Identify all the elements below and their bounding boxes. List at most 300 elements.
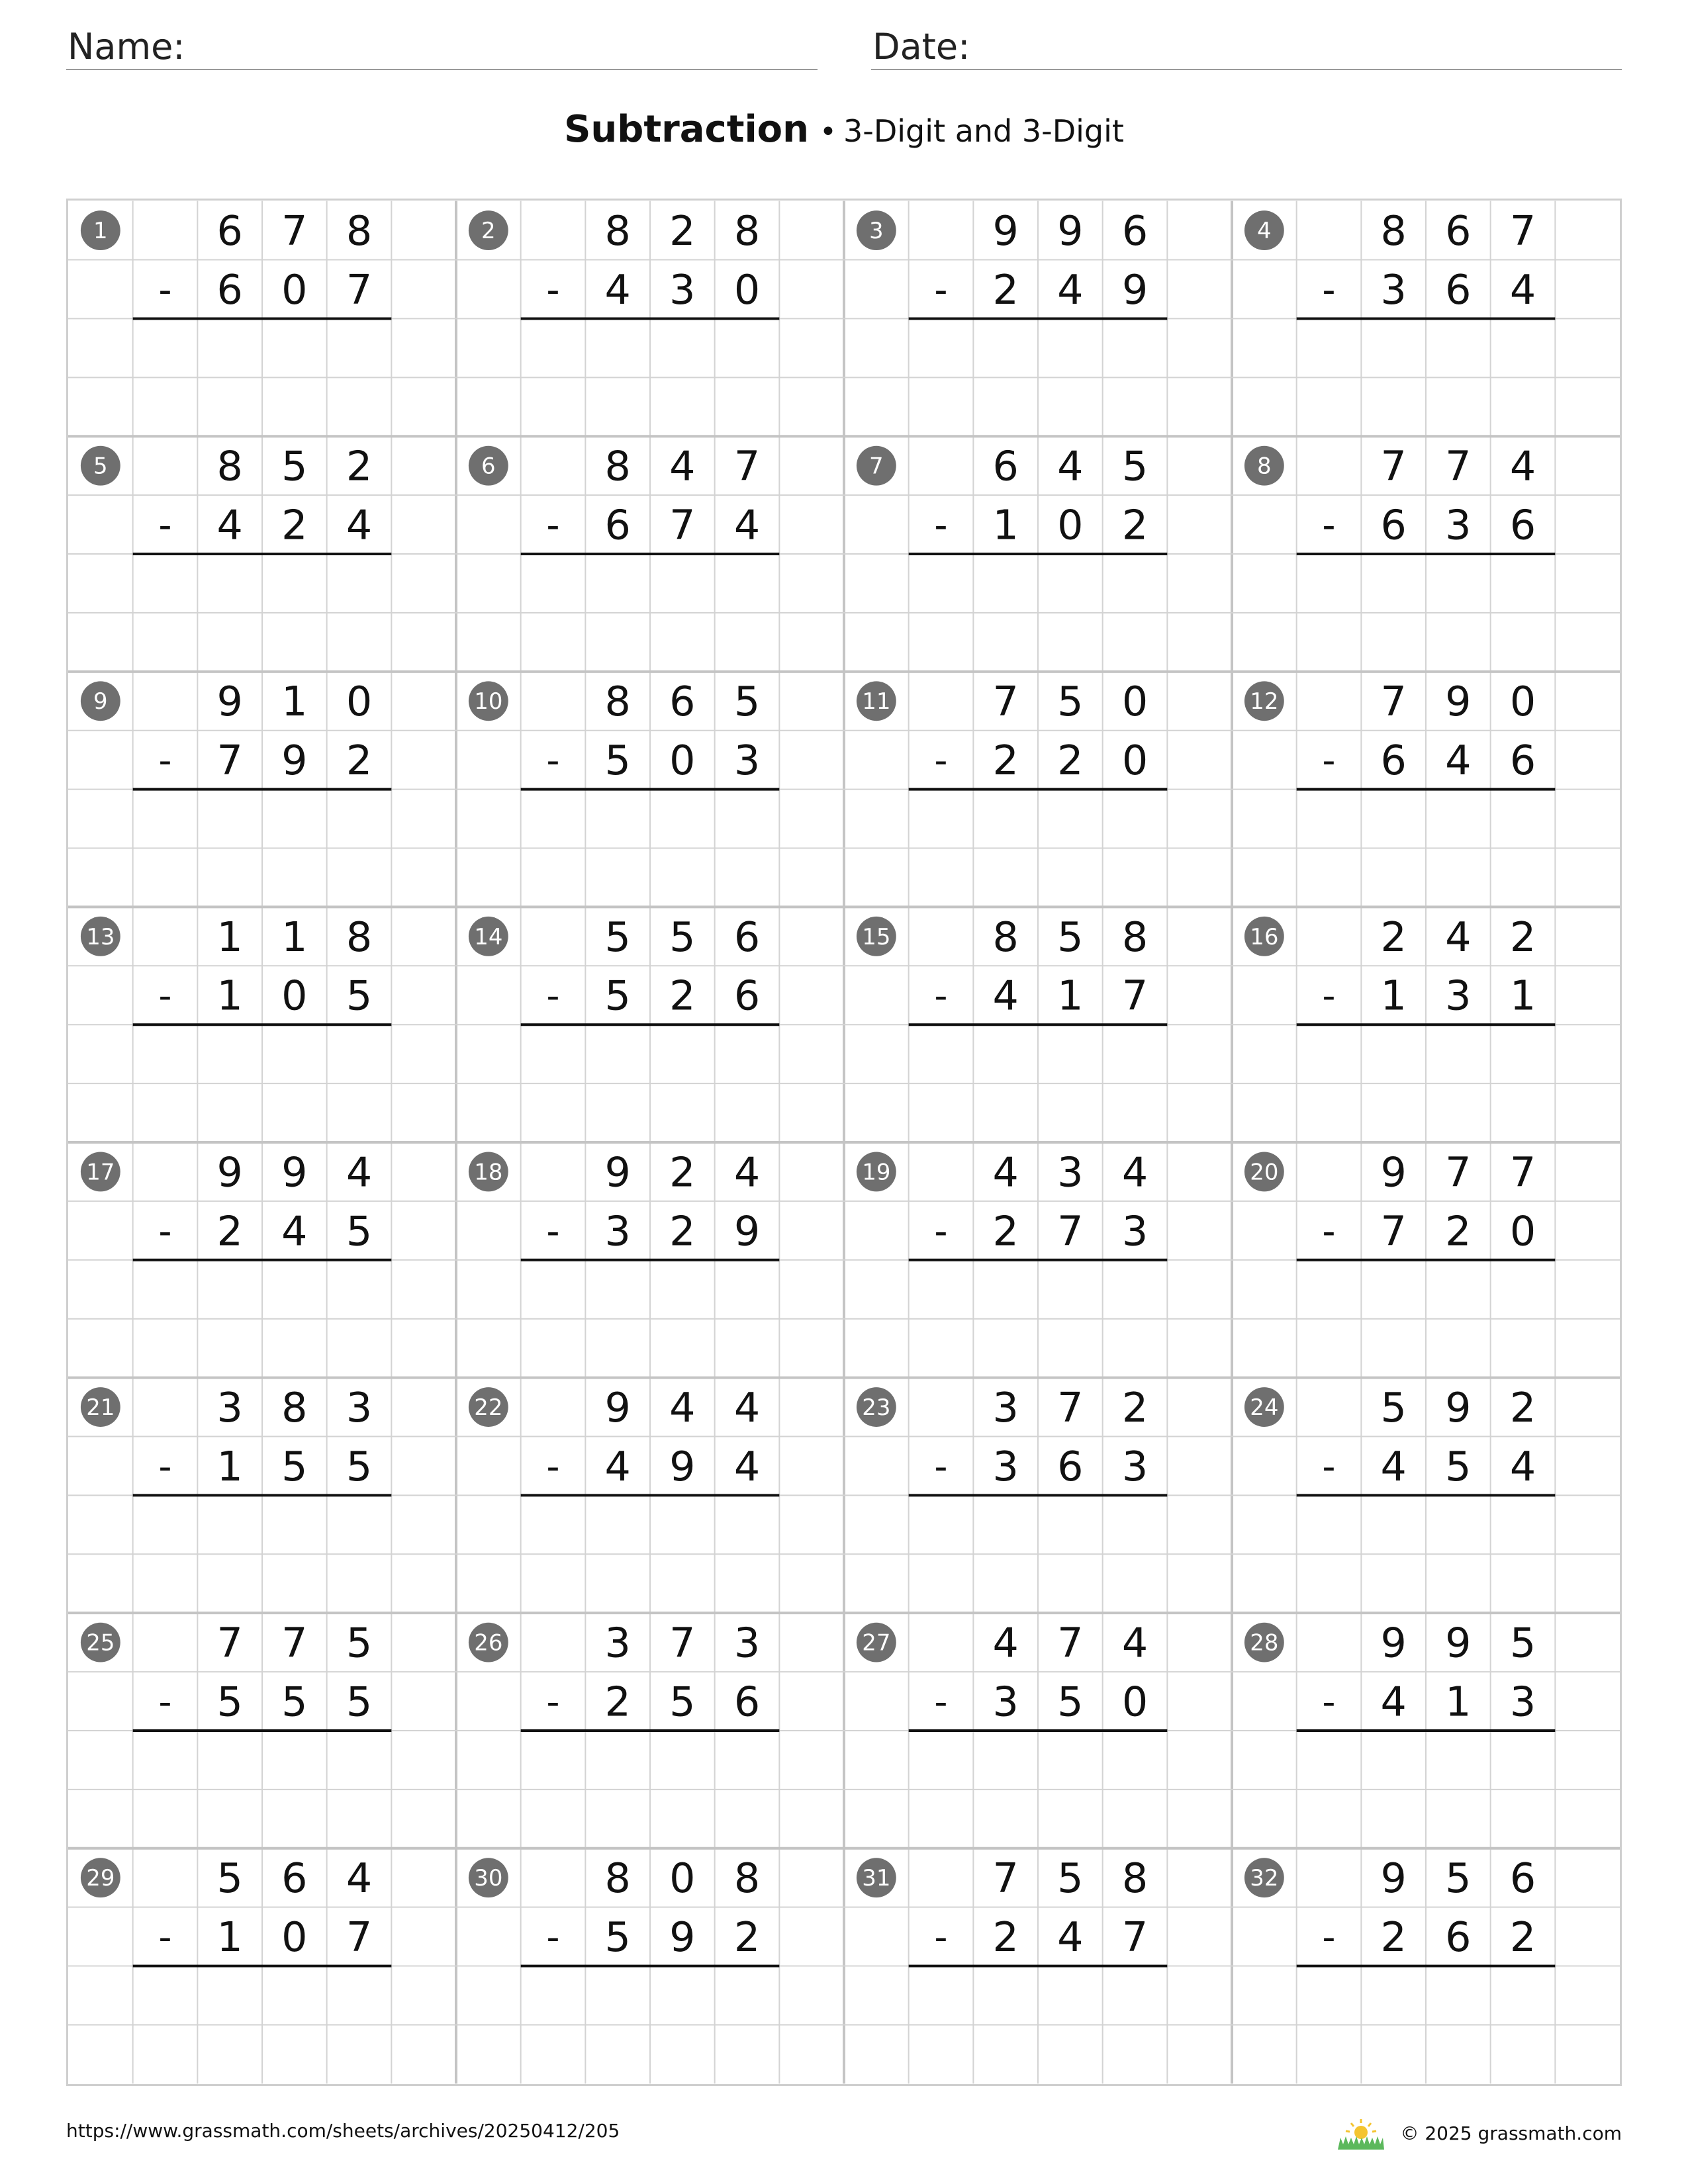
top-digit: 7 <box>992 678 1019 726</box>
minus-sign: - <box>546 739 560 783</box>
bottom-digit: 6 <box>1380 737 1407 785</box>
bottom-digit: 6 <box>1057 1442 1084 1490</box>
bottom-digit: 3 <box>1445 501 1472 549</box>
problem <box>857 1619 1167 1731</box>
bottom-digit: 1 <box>992 501 1019 549</box>
bottom-digit: 1 <box>216 1913 243 1962</box>
bottom-digit: 0 <box>669 737 696 785</box>
top-digit: 5 <box>604 913 631 961</box>
problem-number: 12 <box>1250 688 1279 715</box>
bottom-digit: 6 <box>733 1678 761 1726</box>
problem-number: 18 <box>474 1159 503 1185</box>
top-digit: 3 <box>992 1383 1019 1432</box>
bottom-digit: 1 <box>1445 1678 1472 1726</box>
problem-number: 26 <box>474 1629 503 1656</box>
top-digit: 3 <box>604 1619 631 1667</box>
top-digit: 5 <box>1445 1854 1472 1903</box>
footer-copyright: © 2025 grassmath.com <box>1400 2122 1622 2144</box>
worksheet-title <box>0 106 1688 162</box>
minus-sign: - <box>546 268 560 312</box>
bottom-digit: 6 <box>1509 501 1536 549</box>
bottom-digit: 2 <box>604 1678 631 1726</box>
bottom-digit: 7 <box>1121 972 1149 1020</box>
problem <box>81 207 391 318</box>
title-separator: • <box>820 115 837 149</box>
bottom-digit: 3 <box>669 265 696 314</box>
title-subtitle: 3-Digit and 3-Digit <box>843 113 1124 149</box>
top-digit: 4 <box>669 1383 696 1432</box>
minus-sign: - <box>934 1916 948 1960</box>
minus-sign: - <box>158 1445 172 1488</box>
problem-number: 29 <box>86 1865 115 1891</box>
minus-sign: - <box>158 739 172 783</box>
top-digit: 7 <box>733 442 761 490</box>
bottom-digit: 7 <box>346 265 373 314</box>
top-digit: 0 <box>669 1854 696 1903</box>
bottom-digit: 5 <box>604 1913 631 1962</box>
problem-number: 27 <box>862 1629 891 1656</box>
bottom-digit: 5 <box>1057 1678 1084 1726</box>
top-digit: 3 <box>216 1383 243 1432</box>
bottom-digit: 0 <box>1509 1207 1536 1255</box>
minus-sign: - <box>158 974 172 1018</box>
problem <box>81 1619 391 1731</box>
top-digit: 4 <box>669 442 696 490</box>
minus-sign: - <box>934 739 948 783</box>
problems <box>81 207 1555 1966</box>
top-digit: 1 <box>281 678 308 726</box>
bottom-digit: 4 <box>216 501 243 549</box>
bottom-digit: 5 <box>281 1678 308 1726</box>
bottom-digit: 6 <box>604 501 631 549</box>
top-digit: 4 <box>1121 1148 1149 1197</box>
bottom-digit: 9 <box>669 1442 696 1490</box>
top-digit: 7 <box>1057 1383 1084 1432</box>
problem-number: 7 <box>869 453 884 479</box>
problem <box>1244 1619 1555 1731</box>
top-digit: 2 <box>346 442 373 490</box>
bottom-digit: 2 <box>992 737 1019 785</box>
bottom-digit: 2 <box>346 737 373 785</box>
bottom-digit: 3 <box>733 737 761 785</box>
problem-number: 21 <box>86 1394 115 1421</box>
problem <box>1244 207 1555 318</box>
top-digit: 7 <box>669 1619 696 1667</box>
top-digit: 8 <box>1380 207 1407 255</box>
top-digit: 3 <box>346 1383 373 1432</box>
minus-sign: - <box>158 268 172 312</box>
problem-number: 25 <box>86 1629 115 1656</box>
bottom-digit: 0 <box>1121 1678 1149 1726</box>
problem <box>469 1619 779 1731</box>
top-digit: 8 <box>604 1854 631 1903</box>
top-digit: 4 <box>992 1619 1019 1667</box>
bottom-digit: 5 <box>346 972 373 1020</box>
problem-number: 20 <box>1250 1159 1279 1185</box>
problem <box>469 207 779 318</box>
top-digit: 9 <box>281 1148 308 1197</box>
problem <box>81 678 391 789</box>
problem <box>81 1854 391 1966</box>
top-digit: 7 <box>281 1619 308 1667</box>
bottom-digit: 4 <box>1445 737 1472 785</box>
bottom-digit: 7 <box>346 1913 373 1962</box>
problem <box>857 678 1167 789</box>
bottom-digit: 1 <box>1380 972 1407 1020</box>
bottom-digit: 0 <box>281 1913 308 1962</box>
top-digit: 7 <box>1509 1148 1536 1197</box>
bottom-digit: 5 <box>346 1442 373 1490</box>
top-digit: 5 <box>1057 678 1084 726</box>
bottom-digit: 2 <box>1121 501 1149 549</box>
top-digit: 6 <box>1445 207 1472 255</box>
bottom-digit: 6 <box>1509 737 1536 785</box>
problem <box>469 913 779 1024</box>
top-digit: 8 <box>346 913 373 961</box>
minus-sign: - <box>1322 974 1336 1018</box>
top-digit: 9 <box>1057 207 1084 255</box>
top-digit: 2 <box>669 1148 696 1197</box>
bottom-digit: 5 <box>281 1442 308 1490</box>
top-digit: 8 <box>733 207 761 255</box>
bottom-digit: 7 <box>1380 1207 1407 1255</box>
top-digit: 2 <box>1380 913 1407 961</box>
top-digit: 5 <box>1509 1619 1536 1667</box>
top-digit: 8 <box>281 1383 308 1432</box>
top-digit: 2 <box>1509 913 1536 961</box>
problem-number: 9 <box>93 688 108 715</box>
top-digit: 6 <box>669 678 696 726</box>
problem <box>1244 1854 1555 1966</box>
problem-number: 30 <box>474 1865 503 1891</box>
problem-number: 17 <box>86 1159 115 1185</box>
bottom-digit: 3 <box>1121 1442 1149 1490</box>
bottom-digit: 2 <box>669 972 696 1020</box>
top-digit: 7 <box>1380 678 1407 726</box>
top-digit: 0 <box>1121 678 1149 726</box>
bottom-digit: 6 <box>1380 501 1407 549</box>
bottom-digit: 7 <box>669 501 696 549</box>
problem-number: 24 <box>1250 1394 1279 1421</box>
top-digit: 8 <box>1121 1854 1149 1903</box>
top-digit: 4 <box>1057 442 1084 490</box>
bottom-digit: 1 <box>1057 972 1084 1020</box>
top-digit: 9 <box>1445 1619 1472 1667</box>
worksheet-grid <box>66 199 1622 2086</box>
top-digit: 5 <box>1057 1854 1084 1903</box>
minus-sign: - <box>934 974 948 1018</box>
problem <box>1244 443 1555 554</box>
top-digit: 5 <box>733 678 761 726</box>
problem <box>857 207 1167 318</box>
bottom-digit: 1 <box>216 1442 243 1490</box>
top-digit: 8 <box>346 207 373 255</box>
bottom-digit: 9 <box>281 737 308 785</box>
top-digit: 6 <box>1509 1854 1536 1903</box>
top-digit: 3 <box>733 1619 761 1667</box>
bottom-digit: 2 <box>992 265 1019 314</box>
problem-number: 32 <box>1250 1865 1279 1891</box>
top-digit: 6 <box>1121 207 1149 255</box>
bottom-digit: 0 <box>733 265 761 314</box>
minus-sign: - <box>934 1445 948 1488</box>
bottom-digit: 4 <box>992 972 1019 1020</box>
bottom-digit: 4 <box>733 501 761 549</box>
minus-sign: - <box>546 504 560 547</box>
bottom-digit: 3 <box>1121 1207 1149 1255</box>
bottom-digit: 6 <box>1445 265 1472 314</box>
top-digit: 9 <box>604 1148 631 1197</box>
top-digit: 5 <box>669 913 696 961</box>
minus-sign: - <box>158 1680 172 1724</box>
top-digit: 4 <box>1445 913 1472 961</box>
top-digit: 4 <box>1121 1619 1149 1667</box>
bottom-digit: 4 <box>1057 265 1084 314</box>
top-digit: 8 <box>604 442 631 490</box>
bottom-digit: 2 <box>733 1913 761 1962</box>
bottom-digit: 4 <box>1509 1442 1536 1490</box>
minus-sign: - <box>934 504 948 547</box>
top-digit: 7 <box>1380 442 1407 490</box>
top-digit: 8 <box>604 207 631 255</box>
date-field[interactable] <box>871 25 1622 70</box>
bottom-digit: 0 <box>281 265 308 314</box>
date-label: Date: <box>872 26 970 68</box>
problem-number: 28 <box>1250 1629 1279 1656</box>
bottom-digit: 4 <box>1380 1442 1407 1490</box>
bottom-digit: 2 <box>669 1207 696 1255</box>
name-field[interactable] <box>66 25 818 70</box>
bottom-digit: 2 <box>1057 737 1084 785</box>
problem-number: 4 <box>1257 218 1272 244</box>
bottom-digit: 5 <box>604 972 631 1020</box>
bottom-digit: 6 <box>1445 1913 1472 1962</box>
top-digit: 6 <box>281 1854 308 1903</box>
bottom-digit: 0 <box>1057 501 1084 549</box>
top-digit: 7 <box>1509 207 1536 255</box>
problem-number: 3 <box>869 218 884 244</box>
minus-sign: - <box>546 1916 560 1960</box>
minus-sign: - <box>158 504 172 547</box>
top-digit: 5 <box>1121 442 1149 490</box>
problem-number: 8 <box>1257 453 1272 479</box>
problem-number: 10 <box>474 688 503 715</box>
bottom-digit: 6 <box>733 972 761 1020</box>
minus-sign: - <box>1322 268 1336 312</box>
problem-number: 5 <box>93 453 108 479</box>
footer-url: https://www.grassmath.com/sheets/archives/20250412/205 <box>66 2120 620 2142</box>
bottom-digit: 2 <box>281 501 308 549</box>
bottom-digit: 4 <box>604 1442 631 1490</box>
minus-sign: - <box>934 1210 948 1253</box>
bottom-digit: 1 <box>1509 972 1536 1020</box>
top-digit: 5 <box>1380 1383 1407 1432</box>
problem <box>1244 1148 1555 1259</box>
footer-credit <box>1338 2118 1622 2150</box>
bottom-digit: 2 <box>1509 1913 1536 1962</box>
problem <box>857 1148 1167 1259</box>
problem-number: 16 <box>1250 923 1279 950</box>
grass-sun-logo-icon <box>1338 2118 1384 2150</box>
top-digit: 0 <box>1509 678 1536 726</box>
minus-sign: - <box>1322 1680 1336 1724</box>
problem <box>857 1384 1167 1495</box>
problem-number: 19 <box>862 1159 891 1185</box>
top-digit: 5 <box>216 1854 243 1903</box>
bottom-digit: 5 <box>346 1678 373 1726</box>
top-digit: 8 <box>733 1854 761 1903</box>
top-digit: 7 <box>1445 442 1472 490</box>
top-digit: 5 <box>346 1619 373 1667</box>
bottom-digit: 3 <box>992 1678 1019 1726</box>
problem-number: 15 <box>862 923 891 950</box>
bottom-digit: 6 <box>216 265 243 314</box>
bottom-digit: 2 <box>216 1207 243 1255</box>
problem <box>469 1384 779 1495</box>
bottom-digit: 3 <box>992 1442 1019 1490</box>
top-digit: 9 <box>992 207 1019 255</box>
bottom-digit: 5 <box>604 737 631 785</box>
problem-number: 11 <box>862 688 891 715</box>
bottom-digit: 3 <box>604 1207 631 1255</box>
name-label: Name: <box>68 26 185 68</box>
minus-sign: - <box>546 1680 560 1724</box>
top-digit: 0 <box>346 678 373 726</box>
top-digit: 9 <box>216 678 243 726</box>
bottom-digit: 7 <box>1057 1207 1084 1255</box>
top-digit: 4 <box>733 1148 761 1197</box>
top-digit: 9 <box>1445 1383 1472 1432</box>
top-digit: 2 <box>669 207 696 255</box>
bottom-digit: 4 <box>1057 1913 1084 1962</box>
top-digit: 2 <box>1509 1383 1536 1432</box>
bottom-digit: 0 <box>281 972 308 1020</box>
bottom-digit: 9 <box>1121 265 1149 314</box>
problem <box>81 443 391 554</box>
bottom-digit: 5 <box>346 1207 373 1255</box>
problem-number: 2 <box>481 218 496 244</box>
problem-number: 6 <box>481 453 496 479</box>
minus-sign: - <box>1322 504 1336 547</box>
top-digit: 4 <box>1509 442 1536 490</box>
problem-number: 14 <box>474 923 503 950</box>
minus-sign: - <box>1322 1210 1336 1253</box>
problem-number: 23 <box>862 1394 891 1421</box>
bottom-digit: 5 <box>216 1678 243 1726</box>
top-digit: 9 <box>1445 678 1472 726</box>
bottom-digit: 7 <box>216 737 243 785</box>
top-digit: 9 <box>604 1383 631 1432</box>
problem <box>469 443 779 554</box>
minus-sign: - <box>934 268 948 312</box>
problem <box>857 1854 1167 1966</box>
minus-sign: - <box>546 1210 560 1253</box>
top-digit: 4 <box>992 1148 1019 1197</box>
top-digit: 7 <box>281 207 308 255</box>
problem <box>81 913 391 1024</box>
top-digit: 7 <box>216 1619 243 1667</box>
top-digit: 7 <box>1445 1148 1472 1197</box>
bottom-digit: 9 <box>669 1913 696 1962</box>
bottom-digit: 0 <box>1121 737 1149 785</box>
top-digit: 4 <box>346 1854 373 1903</box>
problem-number: 1 <box>93 218 108 244</box>
top-digit: 9 <box>216 1148 243 1197</box>
problem-number: 31 <box>862 1865 891 1891</box>
top-digit: 4 <box>733 1383 761 1432</box>
top-digit: 6 <box>992 442 1019 490</box>
minus-sign: - <box>546 974 560 1018</box>
problem <box>469 1148 779 1259</box>
top-digit: 9 <box>1380 1148 1407 1197</box>
bottom-digit: 1 <box>216 972 243 1020</box>
minus-sign: - <box>1322 739 1336 783</box>
top-digit: 6 <box>733 913 761 961</box>
problem-number: 13 <box>86 923 115 950</box>
bottom-digit: 2 <box>1445 1207 1472 1255</box>
top-digit: 7 <box>992 1854 1019 1903</box>
bottom-digit: 5 <box>669 1678 696 1726</box>
bottom-digit: 2 <box>1380 1913 1407 1962</box>
bottom-digit: 7 <box>1121 1913 1149 1962</box>
minus-sign: - <box>158 1916 172 1960</box>
minus-sign: - <box>158 1210 172 1253</box>
bottom-digit: 4 <box>346 501 373 549</box>
problem <box>1244 913 1555 1024</box>
title-main: Subtraction <box>564 108 810 151</box>
top-digit: 9 <box>1380 1854 1407 1903</box>
bottom-digit: 4 <box>1509 265 1536 314</box>
problem <box>469 1854 779 1966</box>
minus-sign: - <box>1322 1916 1336 1960</box>
problem <box>81 1384 391 1495</box>
top-digit: 8 <box>604 678 631 726</box>
problem <box>1244 1384 1555 1495</box>
bottom-digit: 5 <box>1445 1442 1472 1490</box>
minus-sign: - <box>934 1680 948 1724</box>
bottom-digit: 4 <box>733 1442 761 1490</box>
top-digit: 6 <box>216 207 243 255</box>
bottom-digit: 2 <box>992 1913 1019 1962</box>
top-digit: 2 <box>1121 1383 1149 1432</box>
bottom-digit: 9 <box>733 1207 761 1255</box>
problem <box>469 678 779 789</box>
problem <box>1244 678 1555 789</box>
minus-sign: - <box>546 1445 560 1488</box>
top-digit: 7 <box>1057 1619 1084 1667</box>
bottom-digit: 4 <box>281 1207 308 1255</box>
top-digit: 8 <box>992 913 1019 961</box>
problem-number: 22 <box>474 1394 503 1421</box>
top-digit: 3 <box>1057 1148 1084 1197</box>
top-digit: 9 <box>1380 1619 1407 1667</box>
bottom-digit: 4 <box>604 265 631 314</box>
top-digit: 1 <box>281 913 308 961</box>
top-digit: 4 <box>346 1148 373 1197</box>
problem <box>857 443 1167 554</box>
top-digit: 5 <box>1057 913 1084 961</box>
top-digit: 1 <box>216 913 243 961</box>
problem <box>857 913 1167 1024</box>
top-digit: 8 <box>216 442 243 490</box>
bottom-digit: 2 <box>992 1207 1019 1255</box>
top-digit: 8 <box>1121 913 1149 961</box>
top-digit: 5 <box>281 442 308 490</box>
problem <box>81 1148 391 1259</box>
minus-sign: - <box>1322 1445 1336 1488</box>
bottom-digit: 3 <box>1509 1678 1536 1726</box>
bottom-digit: 3 <box>1445 972 1472 1020</box>
